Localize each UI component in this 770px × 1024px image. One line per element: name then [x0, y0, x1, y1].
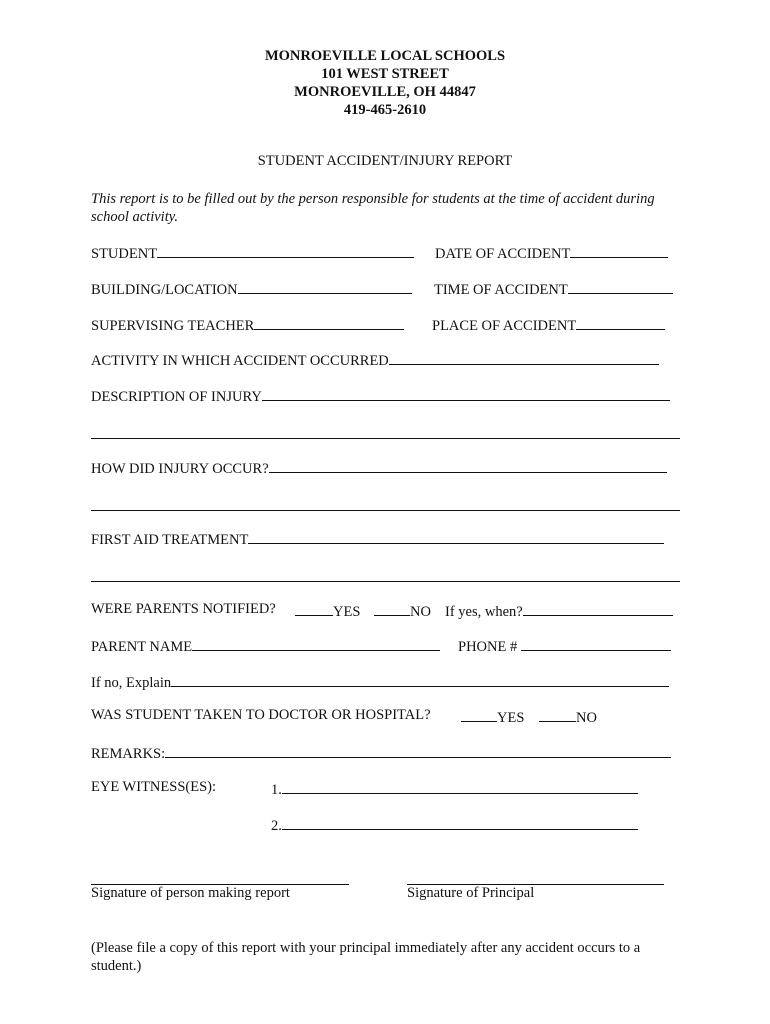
school-phone: 419-465-2610 [343, 102, 427, 118]
school-header [0, 47, 770, 119]
parents-notified-yes-blank[interactable] [295, 601, 333, 616]
row-how-occurred [91, 458, 683, 478]
date-of-accident-blank[interactable] [570, 243, 668, 258]
if-yes-when-field [445, 601, 673, 621]
row-parents-notified [91, 601, 683, 621]
row-activity [91, 350, 683, 370]
witness-2-field [271, 815, 638, 835]
eye-witnesses-label: EYE WITNESS(ES): [91, 779, 216, 795]
school-name: MONROEVILLE LOCAL SCHOOLS [264, 48, 506, 64]
report-instructions: This report is to be filled out by the person responsible for students at the time of accident during school activity. [91, 191, 655, 225]
place-of-accident-label: PLACE OF ACCIDENT [432, 318, 577, 334]
first-aid-field [91, 529, 664, 549]
witness-1-field [271, 779, 638, 799]
row-eye-witness-1 [91, 779, 683, 799]
row-parent-name-phone [91, 636, 683, 656]
remarks-field [91, 743, 671, 763]
description-field [91, 386, 670, 406]
activity-label: ACTIVITY IN WHICH ACCIDENT OCCURRED [91, 353, 389, 369]
how-occurred-continuation-line[interactable] [91, 510, 680, 511]
if-yes-when-blank[interactable] [523, 601, 673, 616]
parents-notified-yes-field [295, 601, 360, 621]
remarks-label: REMARKS: [91, 746, 166, 762]
first-aid-blank[interactable] [248, 529, 664, 544]
witness-2-blank[interactable] [282, 815, 638, 830]
row-remarks [91, 743, 683, 763]
description-blank[interactable] [262, 386, 670, 401]
description-label: DESCRIPTION OF INJURY [91, 389, 262, 405]
how-occurred-label: HOW DID INJURY OCCUR? [91, 461, 269, 477]
parents-notified-no-blank[interactable] [374, 601, 410, 616]
school-street: 101 WEST STREET [321, 66, 449, 82]
building-location-blank[interactable] [238, 279, 412, 294]
row-teacher-place [91, 315, 683, 335]
row-description [91, 386, 683, 406]
first-aid-continuation-line[interactable] [91, 581, 680, 582]
witness-2-label: 2. [271, 818, 282, 834]
phone-field [458, 636, 671, 656]
parents-notified-label: WERE PARENTS NOTIFIED? [91, 601, 276, 617]
if-no-explain-label: If no, Explain [91, 675, 172, 691]
parents-notified-yes-label: YES [333, 604, 361, 620]
row-first-aid [91, 529, 683, 549]
filing-note: (Please file a copy of this report with your principal immediately after any accident occurs to a student.) [91, 940, 641, 974]
doctor-hospital-label: WAS STUDENT TAKEN TO DOCTOR OR HOSPITAL? [91, 707, 431, 723]
row-eye-witness-2 [91, 815, 683, 835]
building-location-field [91, 279, 412, 299]
time-of-accident-field [434, 279, 673, 299]
witness-1-blank[interactable] [282, 779, 638, 794]
row-if-no-explain [91, 672, 683, 692]
activity-blank[interactable] [389, 350, 659, 365]
row-doctor-hospital [91, 707, 683, 727]
place-of-accident-field [432, 315, 665, 335]
how-occurred-blank[interactable] [269, 458, 667, 473]
doctor-hospital-no-blank[interactable] [539, 707, 576, 722]
parent-name-field [91, 636, 440, 656]
if-yes-when-label: If yes, when? [445, 604, 523, 620]
row-building-time [91, 279, 683, 299]
parents-notified-no-field [374, 601, 431, 621]
building-location-label: BUILDING/LOCATION [91, 282, 238, 298]
activity-field [91, 350, 659, 370]
place-of-accident-blank[interactable] [576, 315, 665, 330]
date-of-accident-label: DATE OF ACCIDENT [435, 246, 571, 262]
principal-signature-label: Signature of Principal [407, 885, 535, 901]
supervising-teacher-label: SUPERVISING TEACHER [91, 318, 255, 334]
supervising-teacher-blank[interactable] [254, 315, 404, 330]
how-occurred-field [91, 458, 667, 478]
parents-notified-no-label: NO [410, 604, 431, 620]
first-aid-label: FIRST AID TREATMENT [91, 532, 249, 548]
remarks-blank[interactable] [165, 743, 671, 758]
student-label: STUDENT [91, 246, 158, 262]
witness-1-label: 1. [271, 782, 282, 798]
doctor-hospital-no-label: NO [576, 710, 597, 726]
doctor-hospital-no-field [539, 707, 597, 727]
time-of-accident-blank[interactable] [568, 279, 673, 294]
row-student-date [91, 243, 683, 263]
reporter-signature-label: Signature of person making report [91, 885, 290, 901]
if-no-explain-blank[interactable] [171, 672, 669, 687]
phone-blank[interactable] [521, 636, 671, 651]
if-no-explain-field [91, 672, 669, 692]
student-blank[interactable] [157, 243, 414, 258]
parent-name-label: PARENT NAME [91, 639, 193, 655]
date-of-accident-field [435, 243, 668, 263]
doctor-hospital-yes-label: YES [497, 710, 525, 726]
school-city: MONROEVILLE, OH 44847 [294, 84, 476, 100]
description-continuation-line[interactable] [91, 438, 680, 439]
doctor-hospital-yes-blank[interactable] [461, 707, 497, 722]
phone-label: PHONE # [458, 639, 518, 655]
parent-name-blank[interactable] [192, 636, 440, 651]
student-field [91, 243, 414, 263]
doctor-hospital-yes-field [461, 707, 524, 727]
report-title: STUDENT ACCIDENT/INJURY REPORT [257, 153, 513, 169]
supervising-teacher-field [91, 315, 404, 335]
time-of-accident-label: TIME OF ACCIDENT [434, 282, 568, 298]
